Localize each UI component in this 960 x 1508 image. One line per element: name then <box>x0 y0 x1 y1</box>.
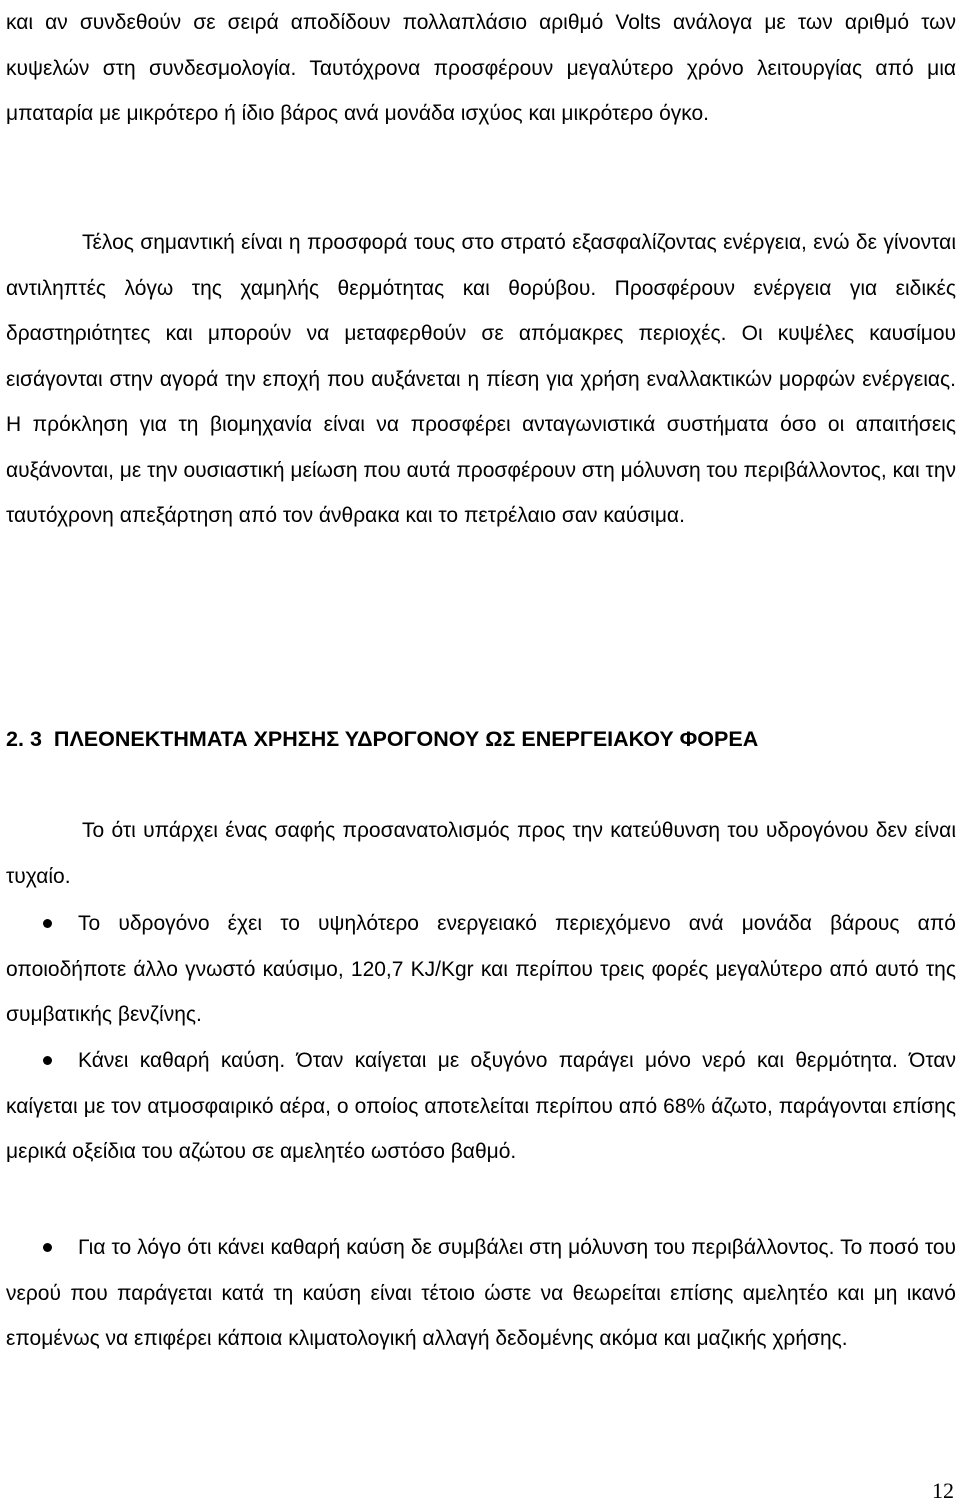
paragraph-fuel-cell-series: και αν συνδεθούν σε σειρά αποδίδουν πολλαπλάσιο αριθμό Volts ανάλογα με των αριθμό των κυψελών στη συνδεσμολογία. Ταυτόχρονα προσφέρουν μεγαλύτερο χρόνο λειτουργίας από μια μπαταρία με μικρότερο ή ίδιο βάρος ανά μονάδα ισχύος και μικρότερο όγκο. <box>6 11 956 125</box>
section-title: ΠΛΕΟΝΕΚΤΗΜΑΤΑ ΧΡΗΣΗΣ ΥΔΡΟΓΟΝΟΥ ΩΣ ΕΝΕΡΓΕΙΑΚΟΥ ΦΟΡΕΑ <box>53 727 759 751</box>
bullet-item-energy-content: Το υδρογόνο έχει το υψηλότερο ενεργειακό περιεχόμενο ανά μονάδα βάρους από οποιοδήποτε άλλο γνωστό καύσιμο, 120,7 KJ/Kgr και περίπου τρεις φορές μεγαλύτερο από αυτό της συμβατικής βενζίνης. <box>6 912 956 1026</box>
page-number: 12 <box>932 1478 954 1503</box>
section-heading <box>6 717 960 762</box>
intro-paragraph: Το ότι υπάρχει ένας σαφής προσανατολισμός προς την κατεύθυνση του υδρογόνου δεν είναι τυχαίο. <box>6 819 956 888</box>
section-number: 2. 3 <box>6 727 42 751</box>
bullet-item-no-pollution: Για το λόγο ότι κάνει καθαρή καύση δε συμβάλει στη μόλυνση του περιβάλλοντος. Το ποσό του νερού που παράγεται κατά τη καύση είναι τέτοιο ώστε να θεωρείται επίσης αμελητέο και μη ικανό επομένως να επιφέρει κάποια κλιματολογική αλλαγή δεδομένης ακόμα και μαζικής χρήσης. <box>6 1236 956 1350</box>
bullet-item-clean-combustion: Κάνει καθαρή καύση. Όταν καίγεται με οξυγόνο παράγει μόνο νερό και θερμότητα. Όταν καίγεται με τον ατμοσφαιρικό αέρα, ο οποίος αποτελείται περίπου από 68% άζωτο, παράγονται επίσης μερικά οξείδια του αζώτου σε αμελητέο ωστόσο βαθμό. <box>6 1049 956 1163</box>
paragraph-military-energy: Τέλος σημαντική είναι η προσφορά τους στο στρατό εξασφαλίζοντας ενέργεια, ενώ δε γίνονται αντιληπτές λόγω της χαμηλής θερμότητας και θορύβου. Προσφέρουν ενέργεια για ειδικές δραστηριότητες και μπορούν να μεταφερθούν σε απόμακρες περιοχές. Οι κυψέλες καυσίμου εισάγονται στην αγορά την εποχή που αυξάνεται η πίεση για χρήση εναλλακτικών μορφών ενέργειας. Η πρόκληση για τη βιομηχανία είναι να προσφέρει ανταγωνιστικά συστήματα όσο οι απαιτήσεις αυξάνονται, με την ουσιαστική μείωση που αυτά προσφέρουν στη μόλυνση του περιβάλλοντος, και την ταυτόχρονη απεξάρτηση από τον άνθρακα και το πετρέλαιο σαν καύσιμα. <box>6 231 956 527</box>
